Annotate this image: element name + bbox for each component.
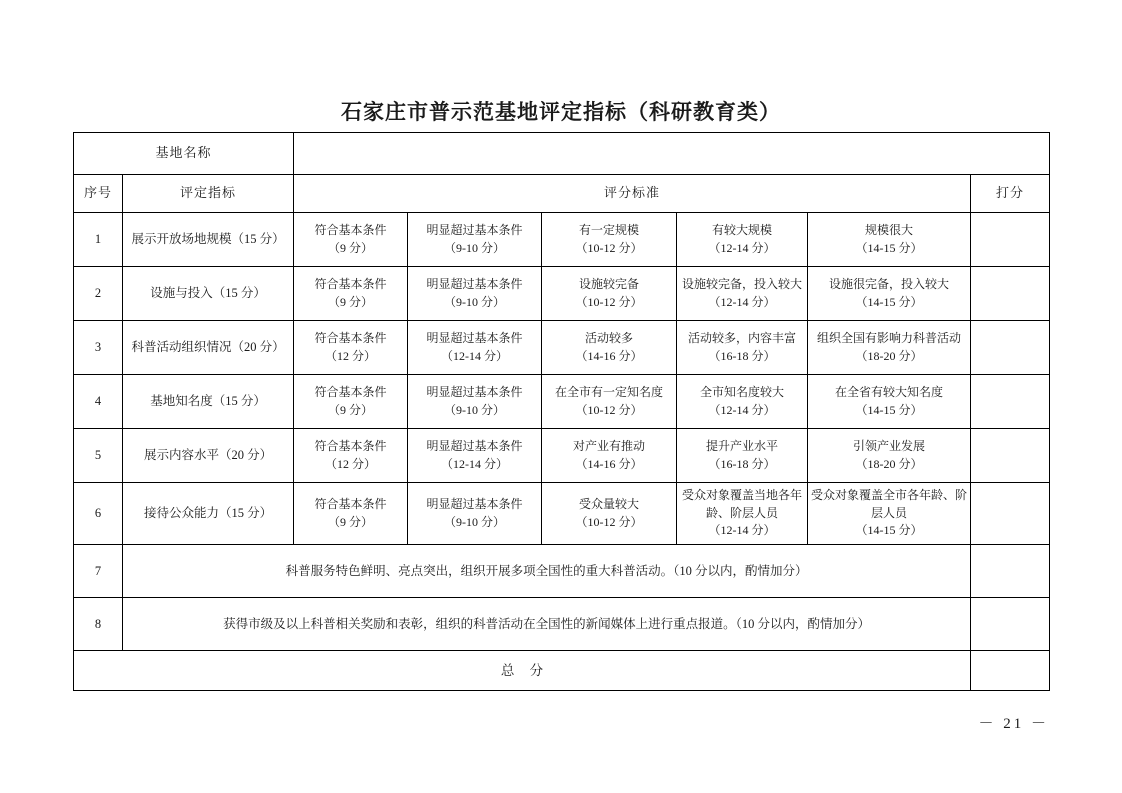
row-bonus-text: 科普服务特色鲜明、亮点突出，组织开展多项全国性的重大科普活动。（10 分以内，酌情加分） [123, 545, 971, 598]
row-seq: 2 [74, 267, 123, 321]
level-text: 符合基本条件 [314, 331, 387, 346]
row-level-2 [408, 267, 542, 321]
table-header-row [74, 175, 1050, 213]
row-level-1 [294, 483, 408, 545]
level-text: 有一定规模 [579, 223, 640, 238]
row-level-1 [294, 321, 408, 375]
row-seq: 1 [74, 213, 123, 267]
row-seq: 6 [74, 483, 123, 545]
row-level-4 [677, 321, 808, 375]
level-text: 设施很完备，投入较大 [829, 277, 950, 292]
level-text: 明显超过基本条件 [426, 385, 523, 400]
level-text: 受众对象覆盖全市各年龄、阶层人员 [811, 488, 968, 520]
level-text: 组织全国有影响力科普活动 [817, 331, 962, 346]
level-text: 明显超过基本条件 [426, 439, 523, 454]
table-row [74, 321, 1050, 375]
level-points: （14-15 分） [855, 402, 923, 417]
level-text: 明显超过基本条件 [426, 277, 523, 292]
row-level-2 [408, 429, 542, 483]
level-points: （14-15 分） [855, 523, 923, 538]
level-points: （9-10 分） [444, 240, 506, 255]
total-label: 总 分 [74, 651, 971, 691]
level-points: （12-14 分） [441, 456, 509, 471]
row-level-2 [408, 375, 542, 429]
row-indicator: 接待公众能力（15 分） [123, 483, 294, 545]
row-level-4 [677, 267, 808, 321]
level-text: 设施较完备，投入较大 [682, 277, 803, 292]
level-text: 设施较完备 [579, 277, 640, 292]
level-text: 有较大规模 [712, 223, 773, 238]
level-text: 受众对象覆盖当地各年龄、阶层人员 [682, 488, 803, 520]
level-points: （12-14 分） [708, 240, 776, 255]
row-level-4 [677, 429, 808, 483]
row-level-4 [677, 375, 808, 429]
total-score-input[interactable] [971, 651, 1050, 691]
row-level-3 [542, 321, 677, 375]
level-points: （9-10 分） [444, 402, 506, 417]
header-indicator: 评定指标 [123, 175, 294, 213]
header-seq: 序号 [74, 175, 123, 213]
level-points: （10-12 分） [575, 402, 643, 417]
table-row-base-name [74, 133, 1050, 175]
base-name-label: 基地名称 [74, 133, 294, 175]
level-text: 符合基本条件 [314, 223, 387, 238]
level-points: （18-20 分） [855, 456, 923, 471]
level-text: 活动较多，内容丰富 [688, 331, 797, 346]
table-row [74, 213, 1050, 267]
level-points: （16-18 分） [708, 348, 776, 363]
row-level-3 [542, 213, 677, 267]
level-text: 符合基本条件 [314, 497, 387, 512]
level-text: 提升产业水平 [706, 439, 779, 454]
level-points: （12-14 分） [708, 294, 776, 309]
level-text: 明显超过基本条件 [426, 223, 523, 238]
level-text: 符合基本条件 [314, 385, 387, 400]
level-points: （9-10 分） [444, 294, 506, 309]
level-text: 明显超过基本条件 [426, 497, 523, 512]
level-points: （18-20 分） [855, 348, 923, 363]
level-text: 符合基本条件 [314, 439, 387, 454]
row-level-3 [542, 375, 677, 429]
row-score-input[interactable] [971, 429, 1050, 483]
row-indicator: 展示内容水平（20 分） [123, 429, 294, 483]
row-level-1 [294, 267, 408, 321]
level-points: （9 分） [328, 240, 374, 255]
row-score-input[interactable] [971, 483, 1050, 545]
table-row [74, 545, 1050, 598]
row-indicator: 基地知名度（15 分） [123, 375, 294, 429]
row-score-input[interactable] [971, 213, 1050, 267]
table-row [74, 375, 1050, 429]
level-points: （9-10 分） [444, 514, 506, 529]
level-points: （12-14 分） [441, 348, 509, 363]
row-seq: 8 [74, 598, 123, 651]
level-points: （14-16 分） [575, 348, 643, 363]
level-text: 在全市有一定知名度 [555, 385, 664, 400]
level-text: 在全省有较大知名度 [835, 385, 944, 400]
row-seq: 5 [74, 429, 123, 483]
row-level-2 [408, 483, 542, 545]
table-row [74, 598, 1050, 651]
row-score-input[interactable] [971, 375, 1050, 429]
level-points: （9 分） [328, 294, 374, 309]
level-points: （12-14 分） [708, 523, 776, 538]
level-text: 全市知名度较大 [700, 385, 785, 400]
row-level-1 [294, 429, 408, 483]
row-score-input[interactable] [971, 545, 1050, 598]
level-points: （12 分） [325, 456, 377, 471]
table-row-total [74, 651, 1050, 691]
page-number: － 21 － [978, 716, 1049, 732]
row-seq: 4 [74, 375, 123, 429]
row-level-3 [542, 429, 677, 483]
evaluation-table [73, 132, 1050, 691]
page-title: 石家庄市普示范基地评定指标（科研教育类） [341, 100, 781, 124]
level-text: 活动较多 [585, 331, 634, 346]
header-standard: 评分标准 [294, 175, 971, 213]
level-points: （12 分） [325, 348, 377, 363]
row-level-4 [677, 483, 808, 545]
row-bonus-text: 获得市级及以上科普相关奖励和表彰，组织的科普活动在全国性的新闻媒体上进行重点报道。（10 分以内，酌情加分） [123, 598, 971, 651]
row-level-5 [808, 483, 971, 545]
row-score-input[interactable] [971, 321, 1050, 375]
row-level-5 [808, 321, 971, 375]
row-level-2 [408, 213, 542, 267]
level-points: （14-15 分） [855, 294, 923, 309]
level-points: （12-14 分） [708, 402, 776, 417]
level-text: 引领产业发展 [853, 439, 926, 454]
table-row [74, 267, 1050, 321]
level-text: 规模很大 [865, 223, 914, 238]
row-seq: 7 [74, 545, 123, 598]
row-score-input[interactable] [971, 267, 1050, 321]
level-points: （9 分） [328, 402, 374, 417]
row-level-5 [808, 375, 971, 429]
row-seq: 3 [74, 321, 123, 375]
level-points: （14-15 分） [855, 240, 923, 255]
level-text: 明显超过基本条件 [426, 331, 523, 346]
row-level-3 [542, 267, 677, 321]
row-level-5 [808, 267, 971, 321]
level-points: （10-12 分） [575, 514, 643, 529]
row-level-1 [294, 375, 408, 429]
base-name-value[interactable] [294, 133, 1050, 175]
row-indicator: 展示开放场地规模（15 分） [123, 213, 294, 267]
level-text: 对产业有推动 [573, 439, 646, 454]
level-points: （14-16 分） [575, 456, 643, 471]
level-points: （9 分） [328, 514, 374, 529]
level-text: 符合基本条件 [314, 277, 387, 292]
level-text: 受众量较大 [579, 497, 640, 512]
row-indicator: 科普活动组织情况（20 分） [123, 321, 294, 375]
level-points: （10-12 分） [575, 294, 643, 309]
row-level-3 [542, 483, 677, 545]
level-points: （10-12 分） [575, 240, 643, 255]
table-row [74, 483, 1050, 545]
row-score-input[interactable] [971, 598, 1050, 651]
level-points: （16-18 分） [708, 456, 776, 471]
row-level-1 [294, 213, 408, 267]
header-score: 打分 [971, 175, 1050, 213]
row-level-5 [808, 213, 971, 267]
row-indicator: 设施与投入（15 分） [123, 267, 294, 321]
row-level-5 [808, 429, 971, 483]
row-level-2 [408, 321, 542, 375]
table-row [74, 429, 1050, 483]
row-level-4 [677, 213, 808, 267]
